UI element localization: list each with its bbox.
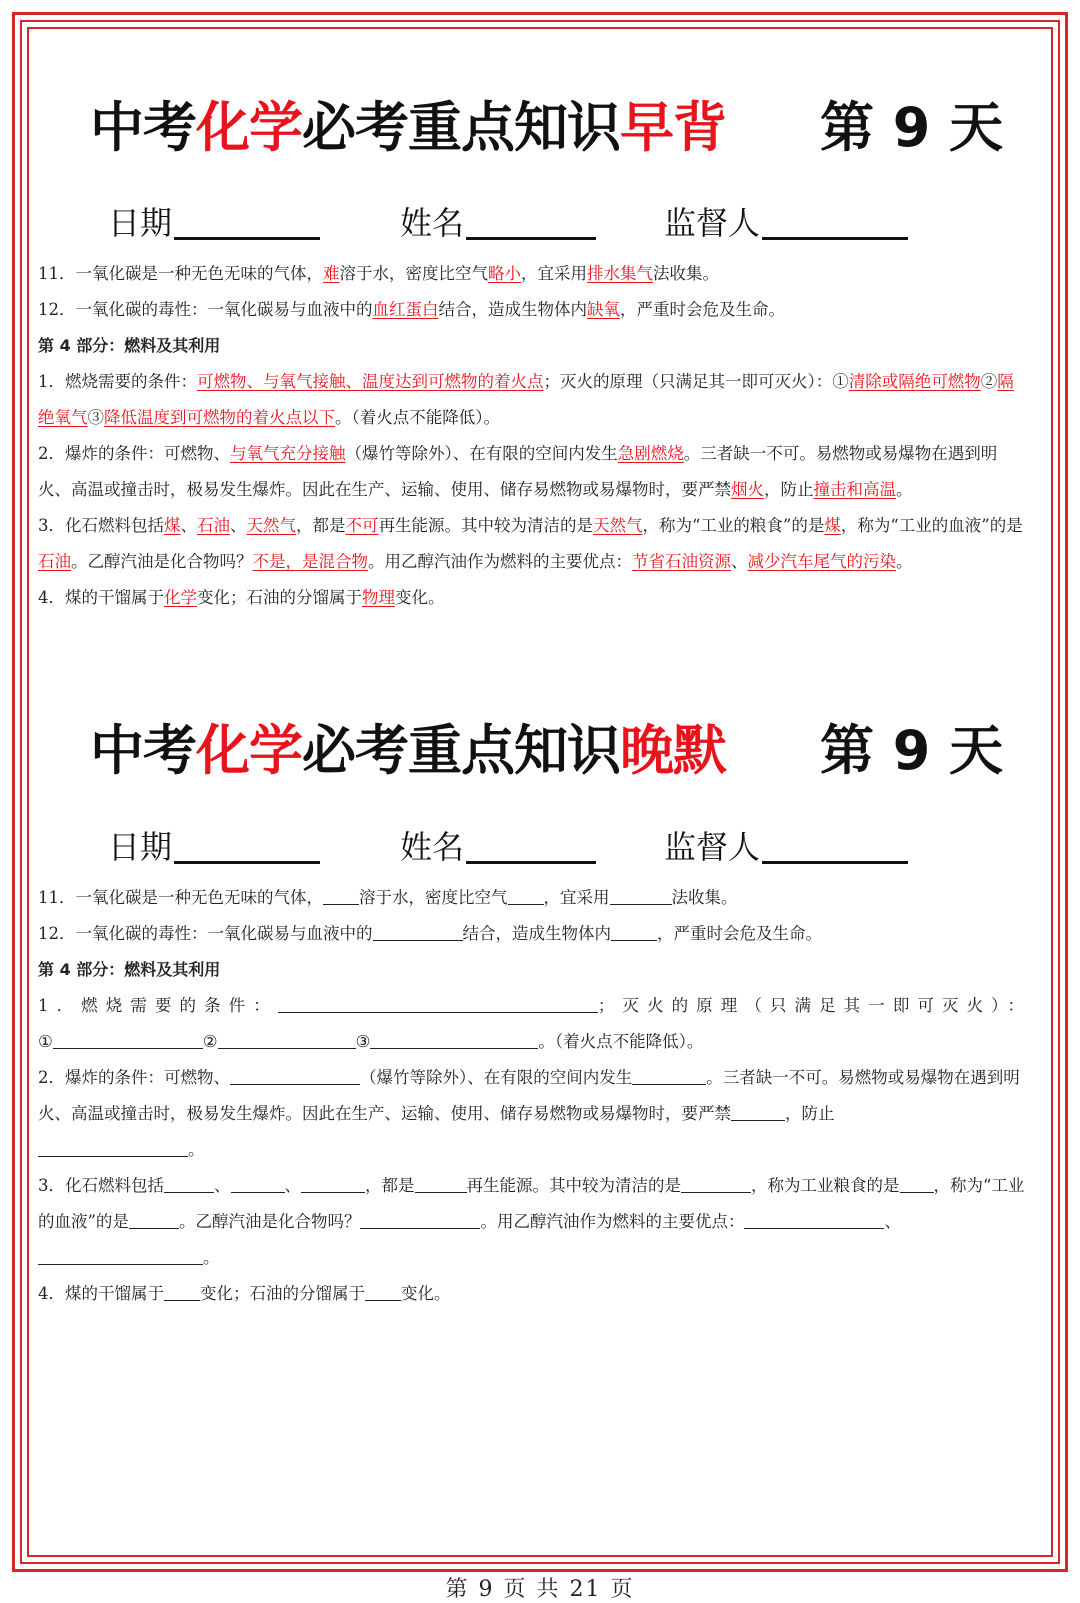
answer-blank[interactable] — [610, 886, 672, 905]
answer-blank[interactable] — [681, 1174, 751, 1193]
morning-item-1: 1．燃烧需要的条件：可燃物、与氧气接触、温度达到可燃物的着火点；灭火的原理（只满足其一即可灭火）：①清除或隔绝可燃物②隔绝氧气③降低温度到可燃物的着火点以下。（着火点不能降低）。 — [38, 372, 1014, 427]
evening-item-11: 11．一氧化碳是一种无色无味的气体， 溶于水，密度比空气 ，宜采用 法收集。 — [38, 888, 738, 907]
page-footer: 第 9 页 共 21 页 — [445, 1577, 635, 1602]
answer-blank[interactable] — [53, 1030, 203, 1049]
morning-item-4: 4．煤的干馏属于化学变化；石油的分馏属于物理变化。 — [38, 588, 445, 607]
morning-item-2: 2．爆炸的条件：可燃物、与氧气充分接触（爆竹等除外）、在有限的空间内发生急剧燃烧。三者缺一不可。易燃物或易爆物在遇到明火、高温或撞击时，极易发生爆炸。因此在生产、运输、使用、储存易燃物或易爆物时，要严禁烟火，防止撞击和高温。 — [38, 444, 998, 499]
answer-blank[interactable] — [301, 1174, 365, 1193]
morning-section-heading: 第 4 部分：燃料及其利用 — [38, 336, 221, 355]
answer-blank[interactable] — [38, 1246, 203, 1265]
evening-item-12: 12．一氧化碳的毒性：一氧化碳易与血液中的 结合，造成生物体内 ，严重时会危及生命。 — [38, 924, 822, 943]
morning-item-3: 3．化石燃料包括煤、石油、天然气，都是不可再生能源。其中较为清洁的是天然气，称为“工业的粮食”的是煤，称为“工业的血液”的是石油。乙醇汽油是化合物吗？不是，是混合物。用乙醇汽油作为燃料的主要优点：节省石油资源、减少汽车尾气的污染。 — [38, 516, 1023, 571]
answer-blank[interactable] — [323, 886, 359, 905]
answer-blank[interactable] — [231, 1174, 285, 1193]
morning-content — [38, 256, 1030, 616]
morning-meta — [108, 198, 948, 248]
evening-content — [38, 880, 1030, 1312]
answer-blank[interactable] — [129, 1210, 179, 1229]
evening-day: 第 9 天 — [820, 719, 1004, 782]
evening-section-heading: 第 4 部分：燃料及其利用 — [38, 960, 221, 979]
answer-blank[interactable] — [508, 886, 544, 905]
date-field: 日期 — [108, 198, 320, 244]
answer-blank[interactable] — [38, 1138, 188, 1157]
answer-blank[interactable] — [611, 922, 657, 941]
morning-day: 第 9 天 — [820, 96, 1004, 159]
evening-item-4: 4．煤的干馏属于 变化；石油的分馏属于 变化。 — [38, 1284, 451, 1303]
evening-item-1: 1．燃烧需要的条件： ；灭火的原理（只满足其一即可灭火）： — [38, 996, 1031, 1015]
answer-blank[interactable] — [632, 1066, 706, 1085]
morning-header — [90, 85, 1004, 159]
answer-blank[interactable] — [218, 1030, 356, 1049]
answer-blank[interactable] — [415, 1174, 467, 1193]
evening-title: 中考化学必考重点知识晚默 — [90, 719, 726, 782]
answer-blank[interactable] — [164, 1174, 214, 1193]
morning-title: 中考化学必考重点知识早背 — [90, 96, 726, 159]
supervisor-field: 监督人 — [664, 198, 908, 244]
answer-blank[interactable] — [731, 1102, 785, 1121]
morning-item-11: 11．一氧化碳是一种无色无味的气体，难溶于水，密度比空气略小，宜采用排水集气法收集。 — [38, 264, 719, 283]
answer-blank[interactable] — [370, 1030, 538, 1049]
evening-item-3: 3．化石燃料包括 、 、 ，都是 再生能源。其中较为清洁的是 ，称为工业粮食的是 ，称为“工业的血液”的是 。乙醇汽油是化合物吗？ 。用乙醇汽油作为燃料的主要优点： 、 。 — [38, 1176, 1025, 1267]
evening-meta — [108, 822, 948, 872]
name-field: 姓名 — [400, 822, 596, 868]
name-field: 姓名 — [400, 198, 596, 244]
morning-item-12: 12．一氧化碳的毒性：一氧化碳易与血液中的血红蛋白结合，造成生物体内缺氧，严重时会危及生命。 — [38, 300, 785, 319]
answer-blank[interactable] — [744, 1210, 884, 1229]
supervisor-field: 监督人 — [664, 822, 908, 868]
date-field: 日期 — [108, 822, 320, 868]
evening-item-1-cont: ① ② ③ 。（着火点不能降低）。 — [38, 1032, 704, 1051]
answer-blank[interactable] — [365, 1282, 401, 1301]
evening-item-2: 2．爆炸的条件：可燃物、 （爆竹等除外）、在有限的空间内发生 。三者缺一不可。易燃物或易爆物在遇到明火、高温或撞击时，极易发生爆炸。因此在生产、运输、使用、储存易燃物或易爆物时，要严禁 ，防止 。 — [38, 1068, 1020, 1159]
answer-blank[interactable] — [230, 1066, 360, 1085]
answer-blank[interactable] — [278, 994, 598, 1013]
answer-blank[interactable] — [900, 1174, 934, 1193]
answer-blank[interactable] — [164, 1282, 200, 1301]
answer-blank[interactable] — [373, 922, 463, 941]
answer-blank[interactable] — [360, 1210, 480, 1229]
evening-header — [90, 708, 1004, 782]
